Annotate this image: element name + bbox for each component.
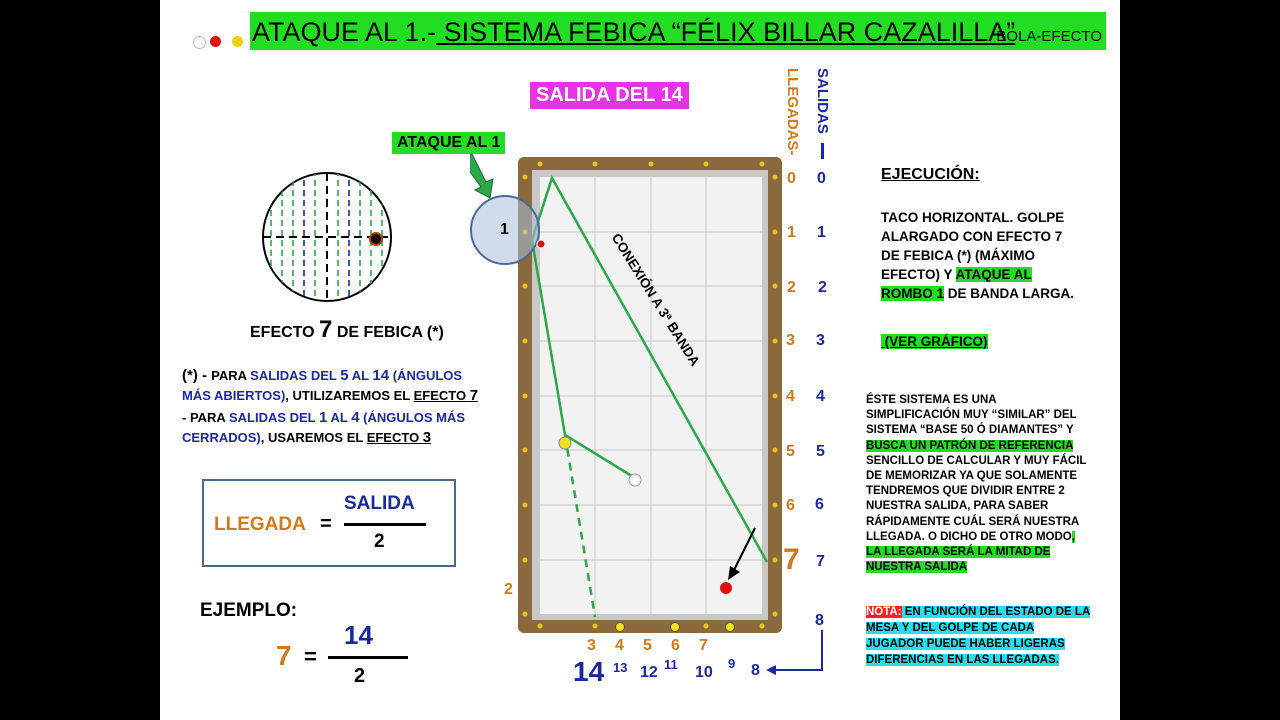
llegada-4: 4 — [786, 388, 795, 405]
formula-salida: SALIDA — [344, 493, 415, 514]
example-equals: = — [304, 644, 317, 669]
llegada-0: 0 — [787, 170, 796, 187]
example-denominator: 2 — [354, 665, 366, 687]
nota-text: NOTA: EN FUNCIÓN DEL ESTADO DE LA MESA Y DEL GOLPE DE CADA JUGADOR PUEDE HABER LIGERAS DIFERENCIAS EN LAS LLEGADAS. — [866, 606, 1091, 666]
efecto-label: EFECTO 7 DE FEBICA (*) — [250, 316, 444, 343]
formula-denominator: 2 — [374, 531, 385, 552]
ver-grafico-link[interactable]: (VER GRÁFICO) — [881, 334, 988, 349]
ataque-label: ATAQUE AL 1 — [392, 132, 505, 154]
llegada-5: 5 — [786, 443, 795, 460]
left-llegada-2: 2 — [504, 581, 513, 598]
example-divider — [328, 656, 408, 659]
formula-divider — [344, 523, 426, 526]
salida-3: 3 — [816, 332, 825, 349]
formula-equals: = — [320, 513, 332, 535]
page-title: ATAQUE AL 1.- SISTEMA FEBICA “FÉLIX BILLAR CAZALILLA” — [252, 17, 1016, 47]
cue-ball-diagram — [260, 170, 395, 305]
salida-4: 4 — [816, 388, 825, 405]
conexion-label: CONEXIÓN A 3ª BANDA — [608, 230, 703, 369]
llegadas-header: LLEGADAS- — [784, 68, 801, 156]
salida-8: 8 — [815, 612, 824, 629]
bottom-salida-11: 11 — [664, 657, 678, 672]
bottom-salida-8: 8 — [751, 662, 760, 679]
yellow-ball-icon — [232, 36, 243, 47]
bottom-salida-10: 10 — [695, 664, 713, 681]
title-subtitle: BOLA-EFECTO — [996, 28, 1102, 45]
salida-6: 6 — [815, 496, 824, 513]
llegada-3: 3 — [786, 332, 795, 349]
salida-2: 2 — [818, 279, 827, 296]
bottom-llegada-7: 7 — [699, 637, 708, 654]
billiard-table — [470, 120, 810, 720]
formula-llegada: LLEGADA — [214, 514, 306, 535]
system-description: ÉSTE SISTEMA ES UNA SIMPLIFICACIÓN MUY “SIMILAR” DEL SISTEMA “BASE 50 Ó DIAMANTES” Y BUSCA UN PATRÓN DE REFERENCIA SENCILLO DE CALCULAR Y MUY FÁCIL DE MEMORIZAR YA QUE SOLAMENTE TENDREMOS QUE DIVIDIR ENTRE 2 NUESTRA SALIDA, PARA SABER RÁPIDAMENTE CUÁL SERÁ NUESTRA LLEGADA. O DICHO DE OTRO MODO, LA LLEGADA SERÁ LA MITAD DE NUESTRA SALIDA — [866, 394, 1087, 574]
execution-text: TACO HORIZONTAL. GOLPE ALARGADO CON EFECTO 7 DE FEBICA (*) (MÁXIMO EFECTO) Y ATAQUE AL ROMBO 1 DE BANDA LARGA. — [881, 210, 1075, 301]
example-numerator: 14 — [344, 620, 373, 650]
llegada-6: 6 — [786, 497, 795, 514]
salida-7: 7 — [816, 553, 825, 570]
title-banner — [250, 12, 1106, 50]
slide — [160, 0, 1120, 720]
salida-5: 5 — [816, 443, 825, 460]
bottom-salida-14: 14 — [573, 656, 605, 687]
salidas-dash — [821, 143, 824, 159]
white-ball-icon — [193, 36, 206, 49]
bottom-llegada-5: 5 — [643, 637, 652, 654]
salida-label: SALIDA DEL 14 — [530, 82, 689, 109]
llegada-2: 2 — [787, 279, 796, 296]
red-ball-icon — [210, 36, 221, 47]
llegada-7: 7 — [783, 543, 800, 576]
execution-heading: EJECUCIÓN: — [881, 166, 980, 183]
bottom-llegada-6: 6 — [671, 637, 680, 654]
example-result: 7 — [276, 640, 292, 671]
salida-0: 0 — [817, 170, 826, 187]
bottom-salida-12: 12 — [640, 664, 658, 681]
bottom-llegada-3: 3 — [587, 637, 596, 654]
salidas-header: SALIDAS — [814, 68, 831, 134]
efecto-note: (*) - PARA SALIDAS DEL 5 AL 14 (ÁNGULOS MÁS ABIERTOS), UTILIZAREMOS EL EFECTO 7 - PARA SALIDAS DEL 1 AL 4 (ÁNGULOS MÁS CERRADOS), USAREMOS EL EFECTO 3 — [182, 367, 479, 446]
llegada-1: 1 — [787, 224, 796, 241]
salida-8-arrow — [760, 628, 830, 678]
salida-1: 1 — [817, 224, 826, 241]
formula-box — [202, 479, 456, 567]
attack-ball-number: 1 — [500, 221, 509, 238]
bottom-salida-9: 9 — [728, 656, 736, 671]
bottom-salida-13: 13 — [613, 660, 628, 675]
bottom-llegada-4: 4 — [615, 637, 624, 654]
example-label: EJEMPLO: — [200, 600, 298, 621]
